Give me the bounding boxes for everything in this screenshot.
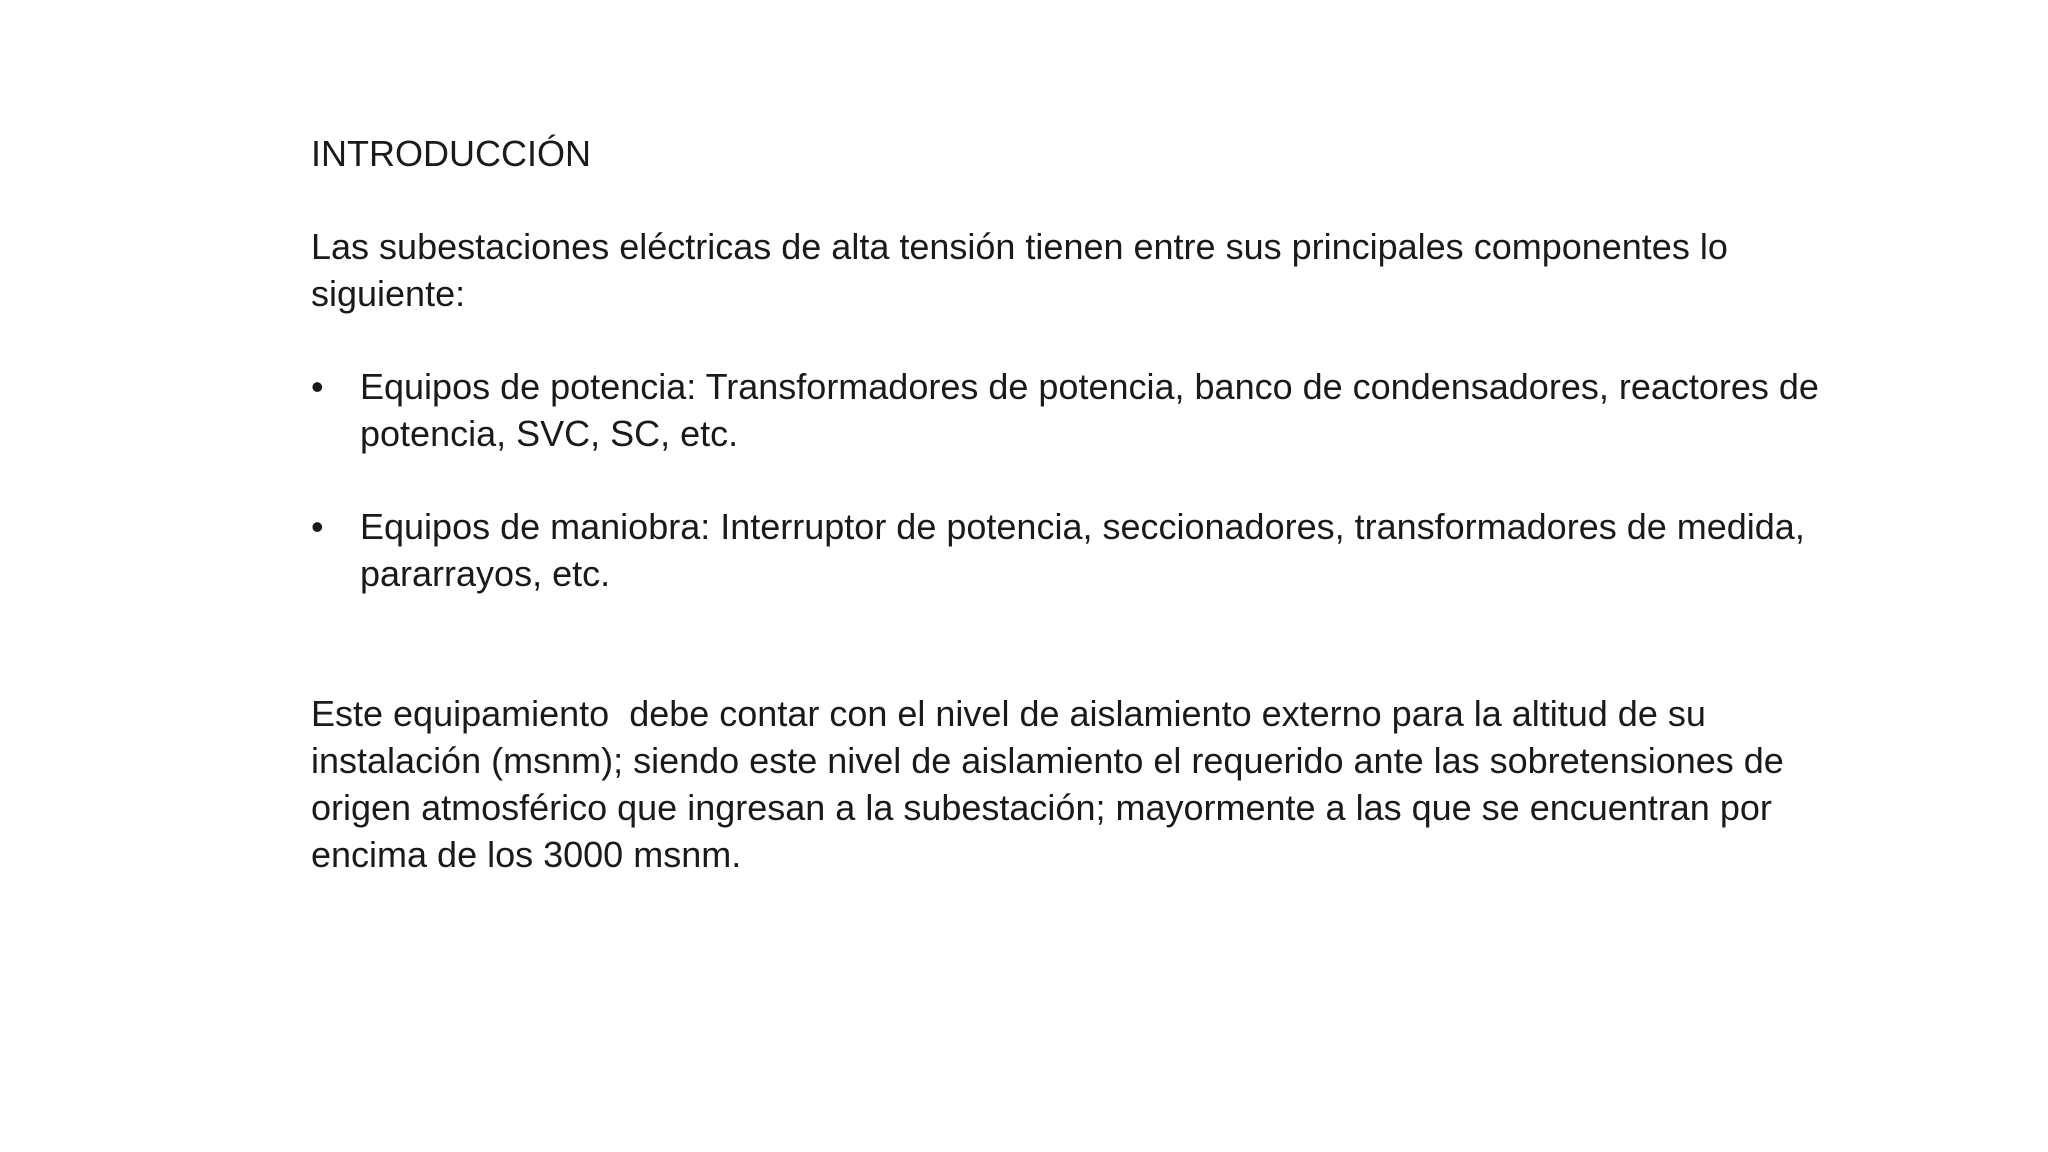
list-item-switching-equipment xyxy=(311,503,1851,597)
list-item-text: Equipos de potencia: Transformadores de potencia, banco de condensadores, reactores de potencia, SVC, SC, etc. xyxy=(360,366,1819,454)
slide-title: INTRODUCCIÓN xyxy=(311,133,591,174)
intro-paragraph: Las subestaciones eléctricas de alta tensión tienen entre sus principales componentes lo siguiente: xyxy=(311,226,1728,314)
closing-paragraph: Este equipamiento debe contar con el nivel de aislamiento externo para la altitud de su instalación (msnm); siendo este nivel de aislamiento el requerido ante las sobretensiones de origen atmosférico que ingresan a la subestación; mayormente a las que se encuentran por encima de los 3000 msnm. xyxy=(311,693,1794,875)
bullet-icon: • xyxy=(311,506,324,547)
list-item-text: Equipos de maniobra: Interruptor de potencia, seccionadores, transformadores de medida, pararrayos, etc. xyxy=(360,506,1805,594)
bullet-icon: • xyxy=(311,366,324,407)
slide-content xyxy=(311,130,1851,878)
list-item-power-equipment xyxy=(311,363,1851,457)
components-list xyxy=(311,363,1851,597)
